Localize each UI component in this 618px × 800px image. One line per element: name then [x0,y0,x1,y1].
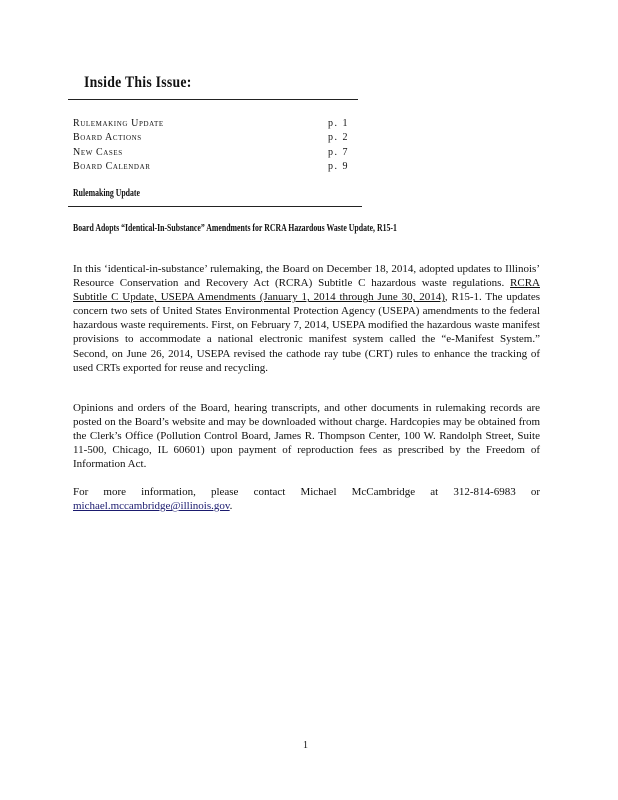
toc-item-label: Rulemaking Update [73,118,164,129]
toc-item-page: p. 2 [328,132,349,144]
toc-item-rulemaking-update[interactable] [73,117,348,131]
issue-title: Inside This Issue: [84,74,192,91]
article-paragraph-2: Opinions and orders of the Board, hearing transcripts, and other documents in rulemaking records are posted on the Board’s website and may be downloaded without charge. Hardcopies may be obtained from the Clerk’s Office (Pollution Control Board, James R. Thompson Center, 100 W. Randolph Street, Suite 11-500, Chicago, IL 60601) upon payment of reproduction fees as prescribed by the Freedom of Information Act. [73,402,540,471]
toc-item-label: Board Actions [73,132,142,144]
toc-item-page: p. 1 [328,118,349,129]
page-number: 1 [303,740,308,751]
paragraph-text: . [229,500,233,513]
toc-item-board-calendar[interactable] [73,160,348,174]
toc-item-page: p. 7 [328,146,349,158]
section-divider [68,206,362,207]
toc-item-page: p. 9 [328,160,349,172]
paragraph-text: , R15-1. The updates concern two sets of United States Environmental Protection Agency (USEPA) amendments to the federal hazardous waste requirements. First, on February 7, 2014, USEPA modified the hazardous waste manifest provisions to accommodate a national electronic manifest system called the “e-Manifest System.” Second, on June 26, 2014, USEPA revised the cathode ray tube (CRT) rules to enhance the tracking of used CRTs exported for reuse and recycling. [73,291,540,374]
title-divider [68,99,358,100]
toc-item-label: Board Calendar [73,160,151,172]
article-paragraph-1 [73,262,540,375]
toc-item-label: New Cases [73,146,123,158]
paragraph-text: For more information, please contact Michael McCambridge at 312-814-6983 or [73,486,540,498]
toc-item-board-actions[interactable] [73,131,348,145]
contact-email-link[interactable]: michael.mccambridge@illinois.gov [73,500,230,513]
toc-item-new-cases[interactable] [73,146,348,160]
article-headline: Board Adopts “Identical-In-Substance” Amendments for RCRA Hazardous Waste Update, R15-1 [73,223,397,234]
contact-paragraph [73,485,540,513]
paragraph-text: In this ‘identical-in-substance’ rulemaking, the Board on December 18, 2014, adopted updates to Illinois’ Resource Conservation and Recovery Act (RCRA) Subtitle C hazardous waste regulations. [73,263,540,290]
rulemaking-title-reference: RCRA Subtitle C Update, USEPA Amendments (January 1, 2014 through June 30, 2014) [73,277,540,304]
table-of-contents [73,117,348,174]
section-heading: Rulemaking Update [73,188,140,199]
